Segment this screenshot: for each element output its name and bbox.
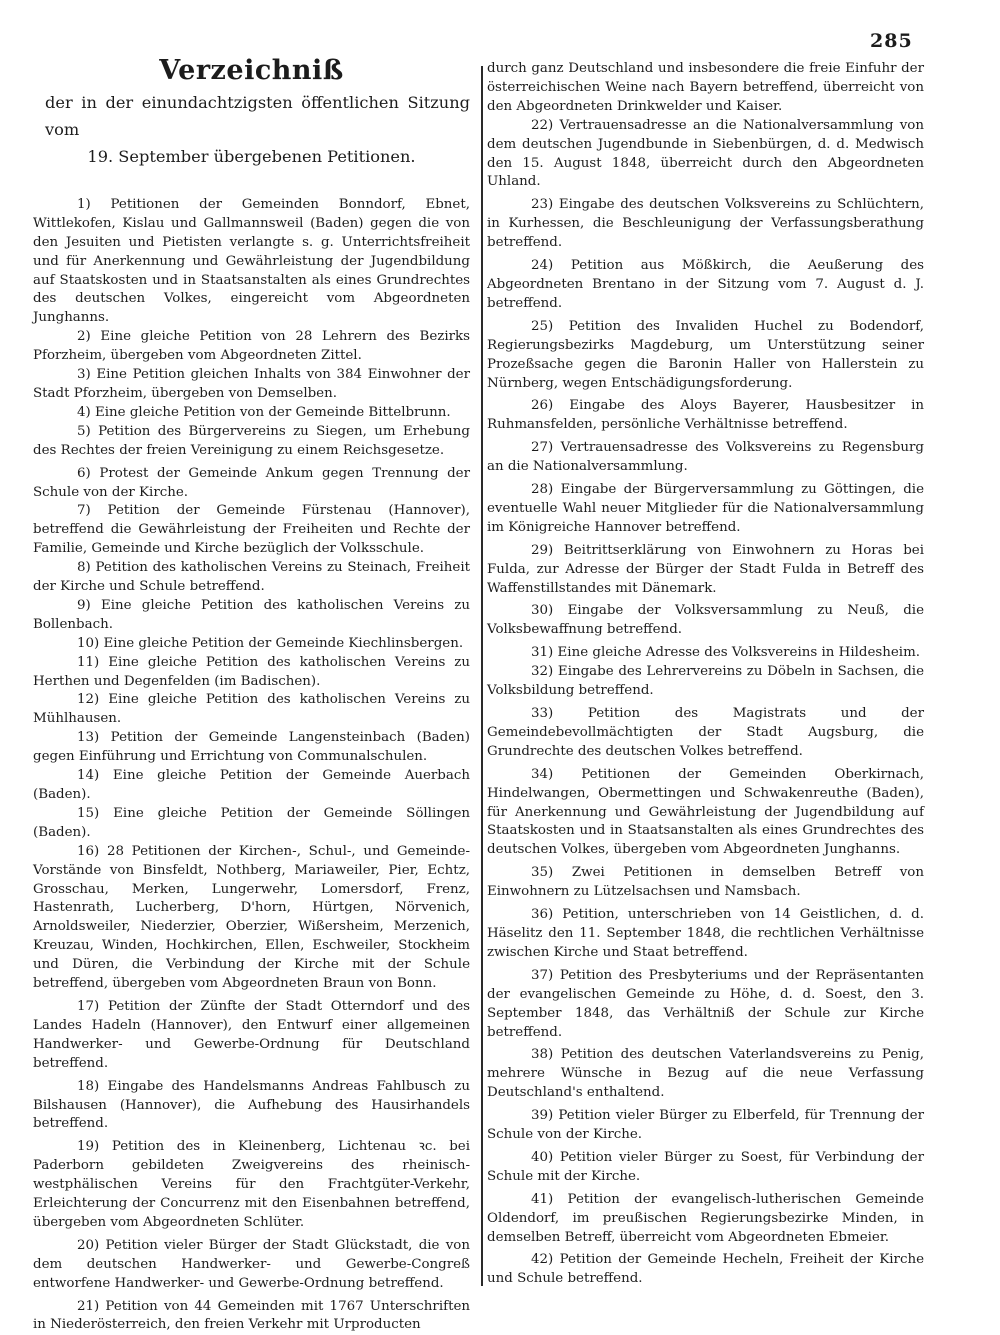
- left-column: [33, 55, 470, 1335]
- petition-entry: 42) Petition der Gemeinde Hecheln, Freiheit der Kirche und Schule betreffend.: [487, 1252, 924, 1287]
- petition-entry: 7) Petition der Gemeinde Fürstenau (Hannover), betreffend die Gewährleistung der Freiheiten und Rechte der Familie, Gemeinde und Kirche bezüglich der Volksschule.: [33, 503, 470, 557]
- petition-entry: 40) Petition vieler Bürger zu Soest, für Verbindung der Schule mit der Kirche.: [487, 1149, 924, 1184]
- petition-entry: 29) Beitrittserklärung von Einwohnern zu Horas bei Fulda, zur Adresse der Bürger der Stadt Fulda in Betreff des Waffenstillstandes mit Dänemark.: [487, 542, 924, 596]
- petition-entry: 38) Petition des deutschen Vaterlandsvereins zu Penig, mehrere Wünsche in Bezug auf die neue Verfassung Deutschland's enthaltend.: [487, 1047, 924, 1101]
- petition-entry: 16) 28 Petitionen der Kirchen-, Schul-, und Gemeinde-Vorstände von Binsfeldt, Nothberg, Mariaweiler, Pier, Echtz, Grosschau, Merken, Lungerwehr, Lomersdorf, Frenz, Hastenrath, Lucherberg, D'horn, Hürtgen, Nörvenich, Arnoldsweiler, Niederzier, Oberzier, Wißersheim, Merzenich, Kreuzau, Winden, Hochkirchen, Ellen, Eschweiler, Stockheim und Düren, die Verbindung der Kirche mit der Schule betreffend, übergeben vom Abgeordneten Braun von Bonn.: [33, 843, 470, 992]
- petition-entry: 22) Vertrauensadresse an die Nationalversammlung von dem deutschen Jugendbunde in Siebenbürgen, d. d. Medwisch den 15. August 1848, überreicht durch den Abgeordneten Uhland.: [487, 117, 924, 190]
- right-column: [487, 60, 924, 1289]
- petition-entry: 8) Petition des katholischen Vereins zu Steinach, Freiheit der Kirche und Schule betreffend.: [33, 560, 470, 595]
- petition-entry: 12) Eine gleiche Petition des katholischen Vereins zu Mühlhausen.: [33, 692, 470, 727]
- petition-entry: 28) Eingabe der Bürgerversammlung zu Göttingen, die eventuelle Wahl neuer Mitglieder für die Nationalversammlung im Königreiche Hannover betreffend.: [487, 482, 924, 535]
- petition-entry: 14) Eine gleiche Petition der Gemeinde Auerbach (Baden).: [33, 768, 470, 802]
- petition-entry: 23) Eingabe des deutschen Volksvereins zu Schlüchtern, in Kurhessen, die Beschleunigung der Verfassungsberathung betreffend.: [487, 197, 924, 251]
- petition-entry: 1) Petitionen der Gemeinden Bonndorf, Ebnet, Wittlekofen, Kislau und Gallmannsweil (Baden) gegen die von den Jesuiten und Pietisten verlangte s. g. Unterrichtsfreiheit und für Anerkennung und Gewährleistung der Jugendbildung auf Staatskosten und in Staatsanstalten als eines Grundrechtes des deutschen Volkes, eingereicht vom Abgeordneten Junghanns.: [33, 196, 470, 326]
- petition-entry: 18) Eingabe des Handelsmanns Andreas Fahlbusch zu Bilshausen (Hannover), die Aufhebung des Hausirhandels betreffend.: [33, 1078, 470, 1132]
- document-subtitle: [33, 89, 470, 170]
- petition-entry: 37) Petition des Presbyteriums und der Repräsentanten der evangelischen Gemeinde zu Höhe, d. d. Soest, den 3. September 1848, das Verhältniß der Schule zur Kirche betreffend.: [487, 967, 924, 1040]
- petition-entry: 35) Zwei Petitionen in demselben Betreff von Einwohnern zu Lützelsachsen und Namsbach.: [487, 865, 924, 900]
- petition-entry: 11) Eine gleiche Petition des katholischen Vereins zu Herthen und Degenfelden (im Badischen).: [33, 654, 470, 689]
- petition-entry: 19) Petition des in Kleinenberg, Lichtenau ꝛc. bei Paderborn gebildeten Zweigvereins des rheinisch-westphälischen Vereins für den Frachtgüter-Verkehr, Erleichterung der Concurrenz mit den Eisenbahnen betreffend, übergeben vom Abgeordneten Schlüter.: [33, 1139, 470, 1230]
- petition-entry: 6) Protest der Gemeinde Ankum gegen Trennung der Schule von der Kirche.: [33, 465, 470, 500]
- document-title: Verzeichniß: [159, 55, 344, 86]
- petition-entry: 17) Petition der Zünfte der Stadt Otterndorf und des Landes Hadeln (Hannover), den Entwurf einer allgemeinen Handwerker- und Gewerbe-Ordnung für Deutschland betreffend.: [33, 998, 470, 1071]
- column-divider: [481, 66, 483, 1286]
- petition-entry: 20) Petition vieler Bürger der Stadt Glückstadt, die von dem deutschen Handwerker- und Gewerbe-Congreß entworfene Handwerker- und Gewerbe-Ordnung betreffend.: [33, 1237, 470, 1291]
- petition-entry: 33) Petition des Magistrats und der Gemeindebevollmächtigten der Stadt Augsburg, die Grundrechte des deutschen Volkes betreffend.: [487, 706, 924, 759]
- petition-entry: 25) Petition des Invaliden Huchel zu Bodendorf, Regierungsbezirks Magdeburg, um Unterstützung seiner Prozeßsache gegen die Baronin Haller von Hallerstein zu Nürnberg, wegen Entschädigungsforderung.: [487, 318, 924, 391]
- petition-entry: 24) Petition aus Mößkirch, die Aeußerung des Abgeordneten Brentano in der Sitzung vom 7. August d. J. betreffend.: [487, 258, 924, 311]
- petition-entry: 2) Eine gleiche Petition von 28 Lehrern des Bezirks Pforzheim, übergeben vom Abgeordneten Zittel.: [33, 329, 470, 364]
- petition-entry: 15) Eine gleiche Petition der Gemeinde Söllingen (Baden).: [33, 805, 470, 840]
- petition-entry: 27) Vertrauensadresse des Volksvereins zu Regensburg an die Nationalversammlung.: [487, 440, 924, 475]
- subtitle-line-2: 19. September übergebenen Petitionen.: [87, 146, 416, 166]
- petition-entry: 4) Eine gleiche Petition von der Gemeinde Bittelbrunn.: [77, 404, 451, 420]
- petition-entry: 31) Eine gleiche Adresse des Volksvereins in Hildesheim.: [531, 645, 921, 661]
- petition-entry: 32) Eingabe des Lehrervereins zu Döbeln in Sachsen, die Volksbildung betreffend.: [487, 664, 924, 699]
- petition-entry: 10) Eine gleiche Petition der Gemeinde Kiechlinsbergen.: [77, 635, 464, 651]
- petition-entry: 41) Petition der evangelisch-lutherischen Gemeinde Oldendorf, im preußischen Regierungsbezirke Minden, in demselben Betreff, überreicht vom Abgeordneten Ebmeier.: [487, 1191, 924, 1245]
- petition-entry: 3) Eine Petition gleichen Inhalts von 384 Einwohner der Stadt Pforzheim, übergeben von Demselben.: [33, 367, 470, 401]
- petition-entry: 26) Eingabe des Aloys Bayerer, Hausbesitzer in Ruhmansfelden, persönliche Verhältnisse betreffend.: [487, 398, 924, 433]
- petition-entry: 36) Petition, unterschrieben von 14 Geistlichen, d. d. Häselitz den 11. September 1848, die rechtlichen Verhältnisse zwischen Kirche und Staat betreffend.: [487, 907, 924, 960]
- petition-entry: 21) Petition von 44 Gemeinden mit 1767 Unterschriften in Niederösterreich, den freien Verkehr mit Urproducten: [33, 1298, 470, 1333]
- page-number: 285: [870, 30, 913, 52]
- petition-entry: 30) Eingabe der Volksversammlung zu Neuß, die Volksbewaffnung betreffend.: [487, 603, 924, 638]
- petition-entry: 39) Petition vieler Bürger zu Elberfeld, für Trennung der Schule von der Kirche.: [487, 1108, 924, 1143]
- petition-entry: 5) Petition des Bürgervereins zu Siegen, um Erhebung des Rechtes der freien Vereinigung zu einem Reichsgesetze.: [33, 423, 470, 458]
- petition-entry: 34) Petitionen der Gemeinden Oberkirnach, Hindelwangen, Obermettingen und Schwakenreuthe (Baden), für Anerkennung und Gewährleistung der Jugendbildung auf Staatskosten und in Staatsanstalten als eines Grundrechtes des deutschen Volkes, übergeben vom Abgeordneten Junghanns.: [487, 766, 924, 858]
- petition-entry: 13) Petition der Gemeinde Langensteinbach (Baden) gegen Einführung und Errichtung von Communalschulen.: [33, 730, 470, 765]
- petition-entry: 9) Eine gleiche Petition des katholischen Vereins zu Bollenbach.: [33, 597, 470, 632]
- petition-continuation: durch ganz Deutschland und insbesondere die freie Einfuhr der österreichischen Weine nach Bayern betreffend, überreicht von den Abgeordneten Drinkwelder und Kaiser.: [487, 61, 924, 114]
- subtitle-line-1: der in der einundachtzigsten öffentlichen Sitzung vom: [45, 92, 470, 139]
